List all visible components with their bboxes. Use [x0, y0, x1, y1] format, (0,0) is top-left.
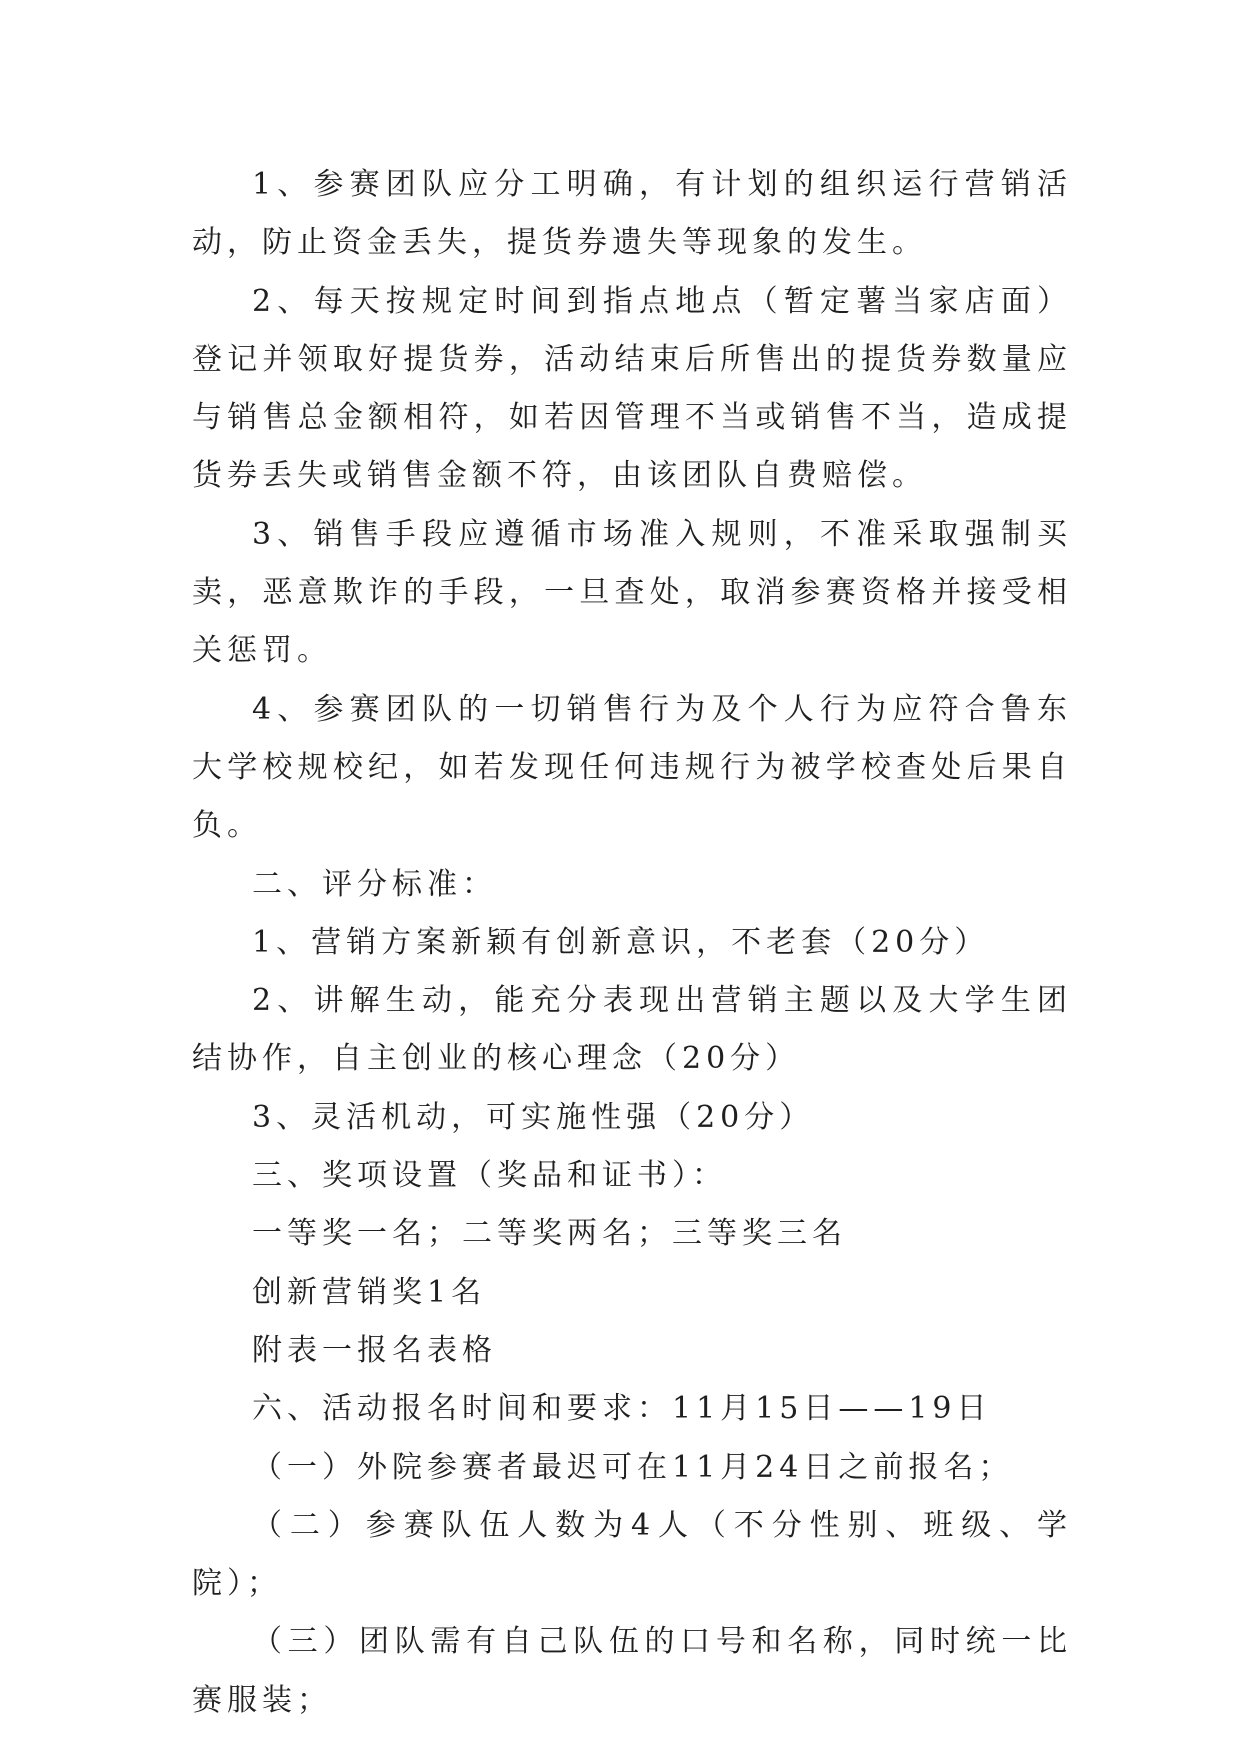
rule-paragraph-2: 2、每天按规定时间到指点地点（暂定薯当家店面）登记并领取好提货券，活动结束后所售出的提货券数量应与销售总金额相符，如若因管理不当或销售不当，造成提货券丢失或销售金额不符，由该团队自费赔偿。 [192, 283, 1072, 494]
scoring-item-1: 1、营销方案新颖有创新意识，不老套（20分） [252, 924, 990, 960]
registration-item-3: （三）团队需有自己队伍的口号和名称，同时统一比赛服装； [192, 1624, 1072, 1718]
registration-heading: 六、活动报名时间和要求：11月15日——19日 [252, 1391, 992, 1427]
rule-paragraph-1: 1、参赛团队应分工明确，有计划的组织运行营销活动，防止资金丢失，提货券遗失等现象的发生。 [192, 167, 1072, 261]
rule-paragraph-4: 4、参赛团队的一切销售行为及个人行为应符合鲁东大学校规校纪，如若发现任何违规行为被学校查处后果自负。 [192, 691, 1072, 844]
appendix-line: 附表一报名表格 [252, 1332, 497, 1368]
registration-item-1: （一）外院参赛者最迟可在11月24日之前报名； [252, 1449, 1014, 1485]
awards-line-1: 一等奖一名；二等奖两名；三等奖三名 [252, 1216, 847, 1252]
awards-heading: 三、奖项设置（奖品和证书）： [252, 1158, 727, 1194]
registration-item-2: （二）参赛队伍人数为4人（不分性别、班级、学院）； [192, 1507, 1072, 1602]
rule-paragraph-3: 3、销售手段应遵循市场准入规则，不准采取强制买卖，恶意欺诈的手段，一旦查处，取消参赛资格并接受相关惩罚。 [192, 516, 1072, 669]
scoring-heading: 二、评分标准： [252, 866, 497, 902]
scoring-item-2: 2、讲解生动，能充分表现出营销主题以及大学生团结协作，自主创业的核心理念（20分） [192, 983, 1072, 1077]
scoring-item-3: 3、灵活机动，可实施性强（20分） [252, 1099, 815, 1135]
document-body [192, 156, 1072, 1730]
awards-line-2: 创新营销奖1名 [252, 1274, 487, 1310]
